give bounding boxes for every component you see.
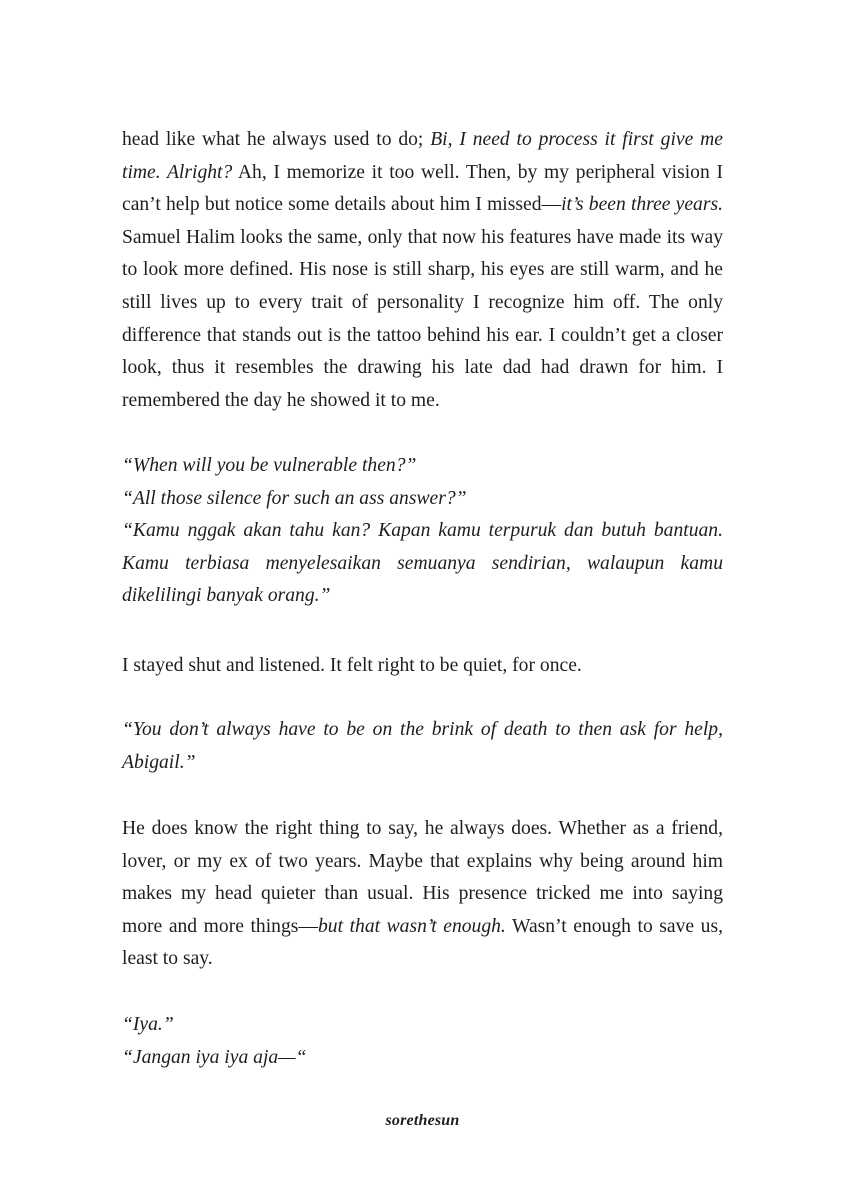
dialogue-line-3: “Kamu nggak akan tahu kan? Kapan kamu terpuruk dan butuh bantuan. Kamu terbiasa menyelesaikan semuanya sendirian, walaupun kamu dikelilingi banyak orang.” [122,520,723,607]
dialogue-block-3 [122,1009,723,1074]
narrative-paragraph-1 [122,124,723,417]
dialogue-line-jangan: “Jangan iya iya aja—“ [122,1046,307,1068]
paragraph-1-text-b: Ah, I memorize it too well. Then, by my peripheral vision I can’t help but notice some details about him I missed— [122,161,723,216]
narrative-paragraph-2: I stayed shut and listened. It felt right to be quiet, for once. [122,655,582,676]
dialogue-line-1: “When will you be vulnerable then?” [122,455,417,476]
dialogue-block-1 [122,450,723,613]
paragraph-1-text-c: Samuel Halim looks the same, only that now his features have made its way to look more defined. His nose is still sharp, his eyes are still warm, and he still lives up to every trait of personality I recognize him off. The only difference that stands out is the tattoo behind his ear. I couldn’t get a closer look, thus it resembles the drawing his late dad had drawn for him. I remembered the day he showed it to me. [122,226,723,411]
dialogue-line-2: “All those silence for such an ass answer?” [122,487,467,509]
paragraph-3-text-b: Wasn’t enough to save us, least to say. [122,915,723,970]
narrative-paragraph-3 [122,813,723,976]
paragraph-3-italic-aside: but that wasn’t enough. [317,915,506,937]
paragraph-1-italic-quote: Bi, I need to process it first give me time. Alright? [122,129,723,183]
author-signature: sorethesun [385,1112,460,1129]
paragraph-1-text-a: head like what he always used to do; [122,129,431,150]
paragraph-3-text-a: He does know the right thing to say, he always does. Whether as a friend, lover, or my ex of two years. Maybe that explains why being around him makes my head quieter than usual. His presence tricked me into saying more and more things— [122,818,723,937]
dialogue-line-iya: “Iya.” [122,1014,174,1035]
paragraph-1-italic-aside: it’s been three years. [561,194,723,216]
dialogue-block-2: “You don’t always have to be on the brink of death to then ask for help, Abigail.” [122,719,723,773]
